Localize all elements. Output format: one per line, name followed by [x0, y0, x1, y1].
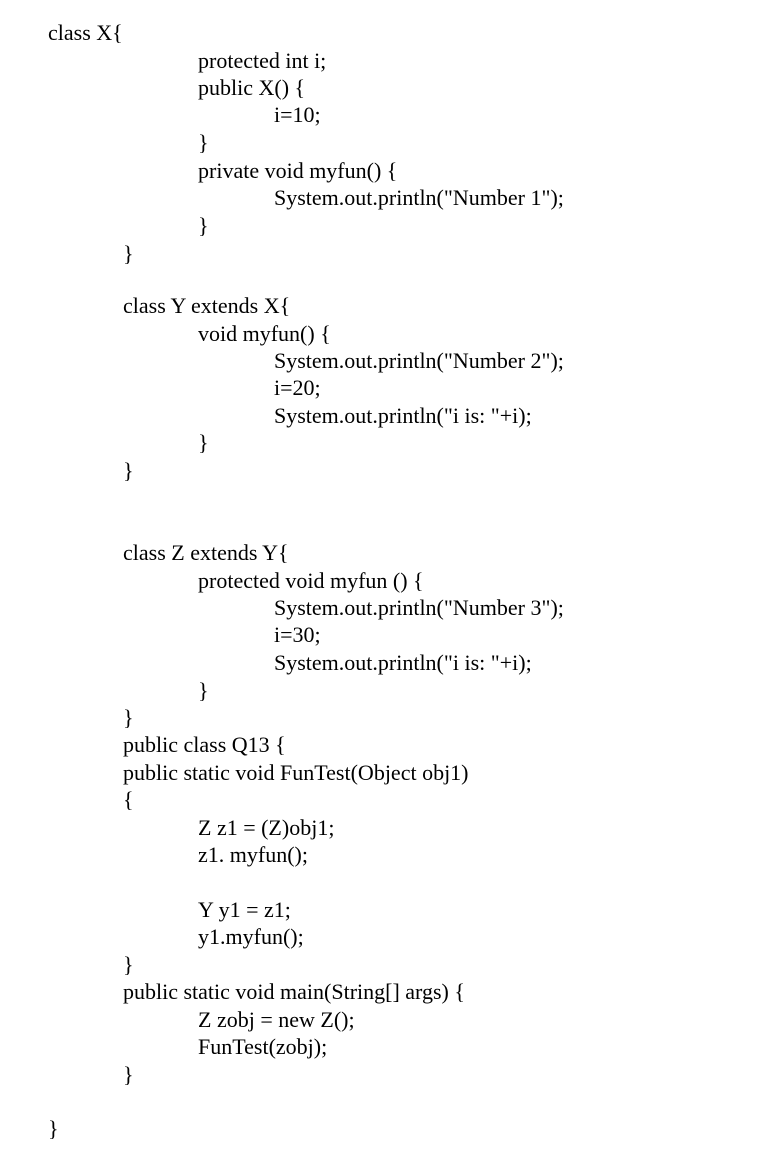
- code-line: }: [198, 430, 209, 455]
- code-line: System.out.println("Number 1");: [274, 185, 564, 210]
- code-line: }: [48, 1116, 59, 1141]
- code-line: class Z extends Y{: [123, 540, 289, 565]
- code-line: class X{: [48, 20, 123, 45]
- code-line: public static void FunTest(Object obj1): [123, 760, 469, 785]
- code-line: }: [198, 130, 209, 155]
- code-line: System.out.println("Number 2");: [274, 348, 564, 373]
- code-line: public static void main(String[] args) {: [123, 979, 465, 1004]
- code-line: protected int i;: [198, 48, 327, 73]
- code-line: public X() {: [198, 75, 306, 100]
- code-line: Y y1 = z1;: [198, 897, 291, 922]
- code-line: Z z1 = (Z)obj1;: [198, 815, 335, 840]
- code-line: FunTest(zobj);: [198, 1034, 328, 1059]
- code-line: }: [123, 952, 134, 977]
- code-line: void myfun() {: [198, 321, 331, 346]
- code-line: z1. myfun();: [198, 842, 308, 867]
- code-line: i=20;: [274, 375, 321, 400]
- code-line: y1.myfun();: [198, 924, 304, 949]
- code-line: }: [123, 241, 134, 266]
- code-line: }: [123, 705, 134, 730]
- code-line: i=30;: [274, 622, 321, 647]
- code-line: }: [198, 678, 209, 703]
- code-line: i=10;: [274, 102, 321, 127]
- code-line: private void myfun() {: [198, 158, 398, 183]
- code-line: }: [123, 1062, 134, 1087]
- code-line: public class Q13 {: [123, 732, 286, 757]
- code-line: System.out.println("i is: "+i);: [274, 403, 532, 428]
- code-line: }: [198, 213, 209, 238]
- code-line: System.out.println("i is: "+i);: [274, 650, 532, 675]
- code-line: {: [123, 787, 134, 812]
- code-line: protected void myfun () {: [198, 568, 424, 593]
- code-line: Z zobj = new Z();: [198, 1007, 355, 1032]
- code-line: class Y extends X{: [123, 293, 291, 318]
- code-line: }: [123, 458, 134, 483]
- code-line: System.out.println("Number 3");: [274, 595, 564, 620]
